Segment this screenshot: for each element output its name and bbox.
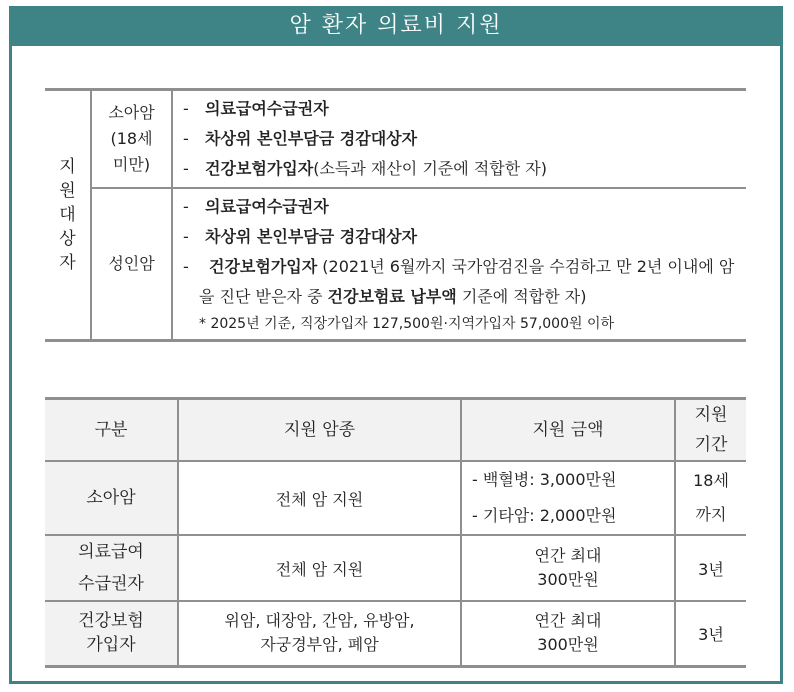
eligibility-header-char: 상 [59, 229, 76, 249]
adult-cancer-criteria [172, 188, 746, 341]
label-line: (18세 [110, 129, 153, 148]
dash-mark: - [183, 99, 189, 118]
criteria-item [183, 94, 740, 124]
adult-cancer-label: 성인암 [91, 188, 172, 341]
label-line: 미만) [112, 155, 151, 174]
eligibility-header-char: 원 [59, 181, 76, 201]
row-amount [461, 461, 675, 535]
criteria-bold: 건강보험료 납부액 [327, 287, 457, 306]
eligibility-header-char: 자 [59, 253, 76, 273]
criteria-item-insured [183, 252, 740, 312]
table-row [45, 601, 746, 666]
types-line: 위암, 대장암, 간암, 유방암, [224, 611, 415, 631]
row-types: 전체 암 지원 [178, 535, 461, 601]
col-header-types: 지원 암종 [178, 399, 461, 462]
col-header-amount: 지원 금액 [461, 399, 675, 462]
amount-line: - 백혈병: 3,000만원 [472, 470, 617, 489]
dash-mark: - [183, 197, 189, 216]
eligibility-table [45, 88, 746, 342]
eligibility-header [45, 90, 91, 341]
criteria-bold: 차상위 본인부담금 경감대상자 [205, 129, 418, 148]
category-line: 의료급여 [78, 542, 144, 562]
row-amount [461, 535, 675, 601]
period-line: 까지 [695, 505, 727, 524]
row-category [45, 601, 178, 666]
col-header-period [675, 399, 746, 462]
criteria-bold: 의료급여수급권자 [205, 197, 329, 216]
row-period: 3년 [675, 601, 746, 666]
category-line: 수급권자 [78, 574, 144, 594]
dash-mark: - [183, 257, 189, 276]
label-line: 소아암 [108, 103, 155, 122]
child-cancer-criteria [172, 90, 746, 189]
period-line: 18세 [693, 471, 729, 490]
criteria-item [183, 192, 740, 222]
criteria-text: (2021년 6월까지 국가암검진을 수검하고 만 2년 이내에 암을 진단 받은자 중 [199, 257, 735, 306]
criteria-item [183, 124, 740, 154]
amount-line: 연간 최대 [534, 611, 602, 631]
criteria-item [183, 154, 740, 184]
row-types [178, 601, 461, 666]
table-row [45, 461, 746, 535]
header-line: 기간 [694, 435, 728, 455]
category-line: 건강보험 [78, 611, 144, 632]
criteria-bold: 의료급여수급권자 [205, 99, 329, 118]
amount-line: 연간 최대 [534, 546, 602, 565]
eligibility-header-char: 대 [59, 205, 76, 225]
dash-mark: - [183, 159, 189, 178]
col-header-category: 구분 [45, 399, 178, 462]
page-title: 암 환자 의료비 지원 [9, 6, 783, 46]
eligibility-header-char: 지 [59, 157, 76, 177]
criteria-bold: 건강보험가입자 [209, 257, 318, 276]
types-line: 자궁경부암, 폐암 [260, 635, 379, 655]
amount-line: - 기타암: 2,000만원 [472, 506, 617, 525]
footnote: * 2025년 기준, 직장가입자 127,500원·지역가입자 57,000원 이하 [199, 316, 615, 332]
criteria-bold: 차상위 본인부담금 경감대상자 [205, 227, 418, 246]
row-types: 전체 암 지원 [178, 461, 461, 535]
category-line: 가입자 [86, 635, 136, 656]
criteria-bold: 건강보험가입자 [205, 159, 314, 178]
support-table [45, 397, 746, 668]
row-category [45, 535, 178, 601]
table-row [45, 535, 746, 601]
dash-mark: - [183, 227, 189, 246]
row-period: 3년 [675, 535, 746, 601]
criteria-text: 기준에 적합한 자) [456, 287, 587, 306]
child-cancer-label [91, 90, 172, 189]
amount-line: 300만원 [537, 635, 599, 655]
row-category: 소아암 [45, 461, 178, 535]
header-line: 지원 [694, 405, 728, 425]
amount-line: 300만원 [537, 570, 599, 589]
criteria-text: (소득과 재산이 기준에 적합한 자) [313, 159, 547, 178]
row-period [675, 461, 746, 535]
row-amount [461, 601, 675, 666]
criteria-item [183, 222, 740, 252]
dash-mark: - [183, 129, 189, 148]
